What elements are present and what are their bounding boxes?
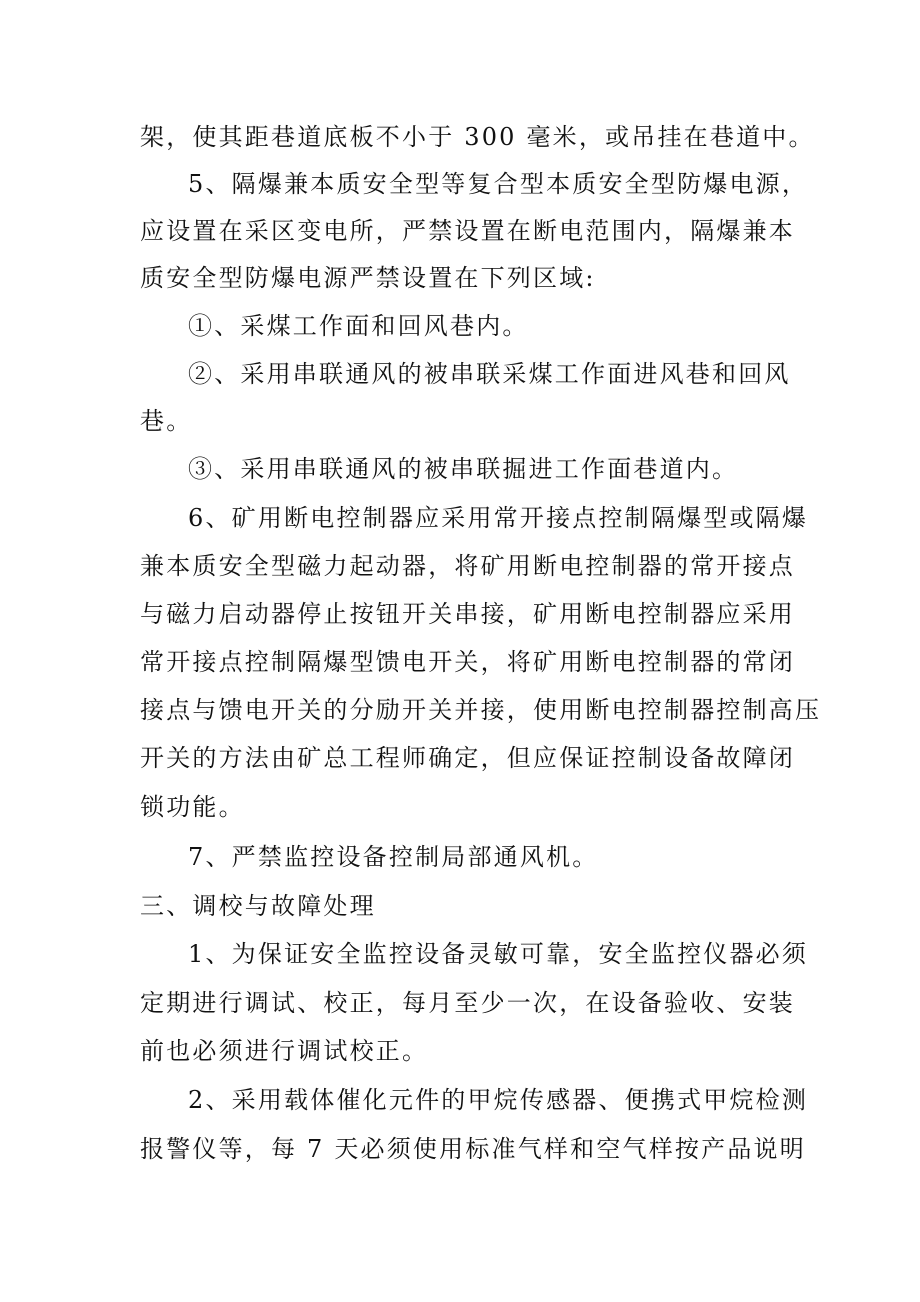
text-line: ②、采用串联通风的被串联采煤工作面进风巷和回风 <box>188 360 791 388</box>
text-line: 常开接点控制隔爆型馈电开关，将矿用断电控制器的常闭 <box>140 648 795 676</box>
text-line: 2、采用载体催化元件的甲烷传感器、便携式甲烷检测 <box>188 1086 809 1114</box>
text-line: 架，使其距巷道底板不小于 300 毫米，或吊挂在巷道中。 <box>140 123 815 151</box>
text-line: 定期进行调试、校正，每月至少一次，在设备验收、安装 <box>140 989 795 1017</box>
text-line: 开关的方法由矿总工程师确定，但应保证控制设备故障闭 <box>140 744 795 772</box>
text-line: 应设置在采区变电所，严禁设置在断电范围内，隔爆兼本 <box>140 217 795 245</box>
text-line: 7、严禁监控设备控制局部通风机。 <box>188 843 599 871</box>
text-line: 6、矿用断电控制器应采用常开接点控制隔爆型或隔爆 <box>188 504 809 532</box>
text-line: 接点与馈电开关的分励开关并接，使用断电控制器控制高压 <box>140 696 822 724</box>
text-line: 锁功能。 <box>140 793 245 821</box>
text-line: 与磁力启动器停止按钮开关串接，矿用断电控制器应采用 <box>140 600 795 628</box>
text-line: ①、采煤工作面和回风巷内。 <box>188 312 529 340</box>
section-heading: 三、调校与故障处理 <box>140 892 376 920</box>
text-line: 1、为保证安全监控设备灵敏可靠，安全监控仪器必须 <box>188 940 809 968</box>
text-line: 报警仪等，每 7 天必须使用标准气样和空气样按产品说明 <box>140 1135 806 1163</box>
text-line: 巷。 <box>140 407 193 435</box>
text-line: ③、采用串联通风的被串联掘进工作面巷道内。 <box>188 455 739 483</box>
text-line: 质安全型防爆电源严禁设置在下列区域: <box>140 264 596 292</box>
text-line: 5、隔爆兼本质安全型等复合型本质安全型防爆电源， <box>188 170 809 198</box>
text-line: 前也必须进行调试校正。 <box>140 1037 429 1065</box>
text-line: 兼本质安全型磁力起动器，将矿用断电控制器的常开接点 <box>140 552 795 580</box>
